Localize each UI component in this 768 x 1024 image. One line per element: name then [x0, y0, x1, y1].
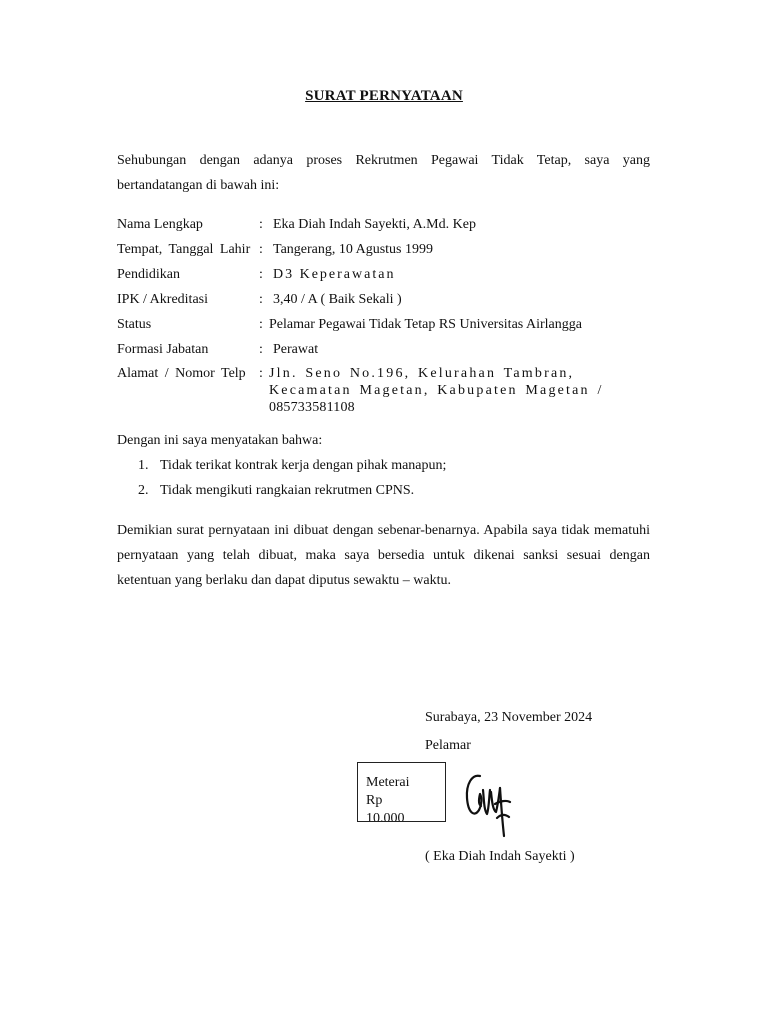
- statement-list: [138, 453, 446, 503]
- field-value: Tangerang, 10 Agustus 1999: [273, 242, 434, 257]
- field-colon: :: [259, 342, 263, 357]
- stamp-line: Rp: [366, 793, 383, 808]
- field-row-education: [117, 262, 657, 287]
- document-title: SURAT PERNYATAAN: [305, 88, 463, 104]
- field-colon: :: [259, 267, 263, 282]
- field-value: Perawat: [273, 342, 319, 357]
- field-row-address: [117, 362, 657, 415]
- field-label: Tempat, Tanggal Lahir: [117, 242, 251, 257]
- list-number: 1.: [138, 458, 149, 473]
- stamp-duty-box: [357, 762, 446, 822]
- field-value-address: [269, 365, 657, 415]
- statement-intro: Dengan ini saya menyatakan bahwa:: [117, 433, 323, 448]
- address-text: Jln. Seno No.196, Kelurahan Tambran, Kecamatan Magetan, Kabupaten Magetan /: [269, 366, 604, 398]
- field-colon: :: [259, 317, 263, 332]
- list-item: [138, 453, 446, 478]
- field-label: Nama Lengkap: [117, 217, 203, 232]
- intro-paragraph: Sehubungan dengan adanya proses Rekrutmen Pegawai Tidak Tetap, saya yang bertandatangan di bawah ini:: [117, 153, 650, 193]
- signer-name: ( Eka Diah Indah Sayekti ): [425, 849, 575, 864]
- closing-paragraph: Demikian surat pernyataan ini dibuat dengan sebenar-benarnya. Apabila saya tidak mematuhi pernyataan yang telah dibuat, maka saya bersedia untuk dikenai sanksi sesuai dengan ketentuan yang berlaku dan dapat diputus sewaktu – waktu.: [117, 523, 650, 588]
- stamp-line: Meterai: [366, 775, 410, 790]
- list-text: Tidak terikat kontrak kerja dengan pihak manapun;: [160, 458, 447, 473]
- field-colon: :: [259, 366, 263, 381]
- field-row-gpa: [117, 287, 657, 312]
- stamp-line: 10.000: [366, 811, 405, 822]
- field-label: Alamat / Nomor Telp: [117, 366, 246, 381]
- field-label: Pendidikan: [117, 267, 180, 282]
- field-label: IPK / Akreditasi: [117, 292, 208, 307]
- phone-number: 085733581108: [269, 400, 355, 415]
- list-item: [138, 478, 446, 503]
- field-label: Status: [117, 317, 152, 332]
- field-value: Eka Diah Indah Sayekti, A.Md. Kep: [273, 217, 476, 232]
- signer-role: Pelamar: [425, 738, 471, 753]
- personal-data-fields: [117, 212, 657, 415]
- field-value: Pelamar Pegawai Tidak Tetap RS Universitas Airlangga: [269, 317, 582, 332]
- field-row-name: [117, 212, 657, 237]
- field-value: 3,40 / A ( Baik Sekali ): [273, 292, 402, 307]
- list-text: Tidak mengikuti rangkaian rekrutmen CPNS.: [160, 483, 415, 498]
- field-row-birth: [117, 237, 657, 262]
- field-colon: :: [259, 242, 263, 257]
- signature-icon: [462, 768, 514, 840]
- place-date: Surabaya, 23 November 2024: [425, 710, 593, 725]
- field-colon: :: [259, 217, 263, 232]
- field-label: Formasi Jabatan: [117, 342, 209, 357]
- field-value: D3 Keperawatan: [273, 267, 396, 282]
- stamp-text: [366, 774, 410, 822]
- field-row-position: [117, 337, 657, 362]
- field-colon: :: [259, 292, 263, 307]
- field-row-status: [117, 312, 657, 337]
- list-number: 2.: [138, 483, 149, 498]
